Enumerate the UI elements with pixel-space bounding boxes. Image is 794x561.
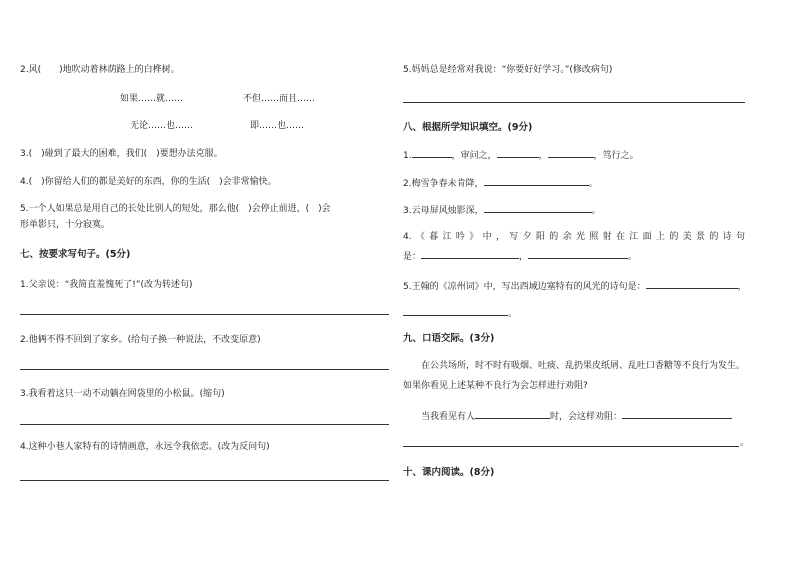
answer-line[interactable]: [20, 369, 389, 370]
s7-question-4: 4.这种小巷人家特有的诗情画意，永远令我依恋。(改为反问句): [20, 442, 270, 452]
fill-blank[interactable]: [646, 279, 738, 289]
fill-blank[interactable]: [403, 306, 508, 316]
fill-blank[interactable]: [548, 148, 594, 158]
question-3: 3.( )碰到了最大的困难，我们( )要想办法克服。: [20, 149, 223, 159]
answer-line[interactable]: [20, 480, 389, 481]
question-5-line1: 5.一个人如果总是用自己的长处比别人的短处，那么他( )会停止前进，( )会: [20, 204, 331, 214]
s8-question-3: 3.云母屏风烛影深， 。: [403, 203, 601, 217]
s7-question-1: 1.父亲说：“我简直羞愧死了!”(改为转述句): [20, 280, 193, 290]
s8-question-4-line2: 是： ， 。: [403, 249, 637, 263]
s9-paragraph-1: 在公共场所，时不时有吸烟、吐痰、乱扔果皮纸屑、乱吐口香糖等不良行为发生。: [421, 361, 746, 371]
answer-line[interactable]: [20, 424, 389, 425]
conjunction-option: 即……也……: [250, 121, 305, 131]
question-4: 4.( )你留给人们的都是美好的东西，你的生活( )会非常愉快。: [20, 177, 277, 187]
answer-line[interactable]: [403, 446, 739, 447]
s9-paragraph-3: 当我看见有人 时，会这样劝阻：: [421, 409, 732, 423]
s7-question-3: 3.我看着这只一动不动躺在网袋里的小松鼠。(缩句): [20, 389, 225, 399]
s8-question-5: 5.王翰的《凉州词》中，写出西域边塞特有的风光的诗句是： ，: [403, 279, 747, 293]
fill-blank[interactable]: [622, 409, 732, 419]
fill-blank[interactable]: [421, 249, 519, 259]
question-2: 2.风( )地吹动着林荫路上的白桦树。: [20, 65, 180, 75]
answer-line[interactable]: [20, 314, 389, 315]
section-10-heading: 十、课内阅读。(8分): [403, 467, 495, 478]
fill-blank[interactable]: [484, 176, 589, 186]
section-9-heading: 九、口语交际。(3分): [403, 333, 495, 344]
s8-question-4-line1: 4.《暮江吟》中，写夕阳的余光照射在江面上的美景的诗句: [403, 232, 745, 242]
end-period: 。: [740, 438, 750, 448]
fill-blank[interactable]: [484, 203, 592, 213]
s8-question-1: 1. ，审问之， ， ，笃行之。: [403, 148, 639, 162]
fill-blank[interactable]: [497, 148, 539, 158]
conjunction-option: 无论……也……: [130, 121, 194, 131]
conjunction-option: 不但……而且……: [243, 94, 316, 104]
answer-line[interactable]: [403, 102, 745, 103]
fill-blank[interactable]: [528, 249, 628, 259]
fill-blank[interactable]: [475, 409, 550, 419]
question-5-line2: 形单影只，十分寂寞。: [20, 220, 111, 230]
conjunction-option: 如果……就……: [120, 94, 184, 104]
s9-paragraph-2: 如果你看见上述某种不良行为会怎样进行劝阻?: [403, 381, 588, 391]
section-7-heading: 七、按要求写句子。(5分): [20, 249, 131, 260]
s8-question-5-cont: 。: [403, 306, 517, 320]
question-5-right: 5.妈妈总是经常对我说：“你要好好学习。”(修改病句): [403, 65, 613, 75]
s8-question-2: 2.梅雪争春未肯降， 。: [403, 176, 598, 190]
fill-blank[interactable]: [412, 148, 452, 158]
section-8-heading: 八、根据所学知识填空。(9分): [403, 122, 533, 133]
s7-question-2: 2.他俩不得不回到了家乡。(给句子换一种说法，不改变原意): [20, 335, 261, 345]
